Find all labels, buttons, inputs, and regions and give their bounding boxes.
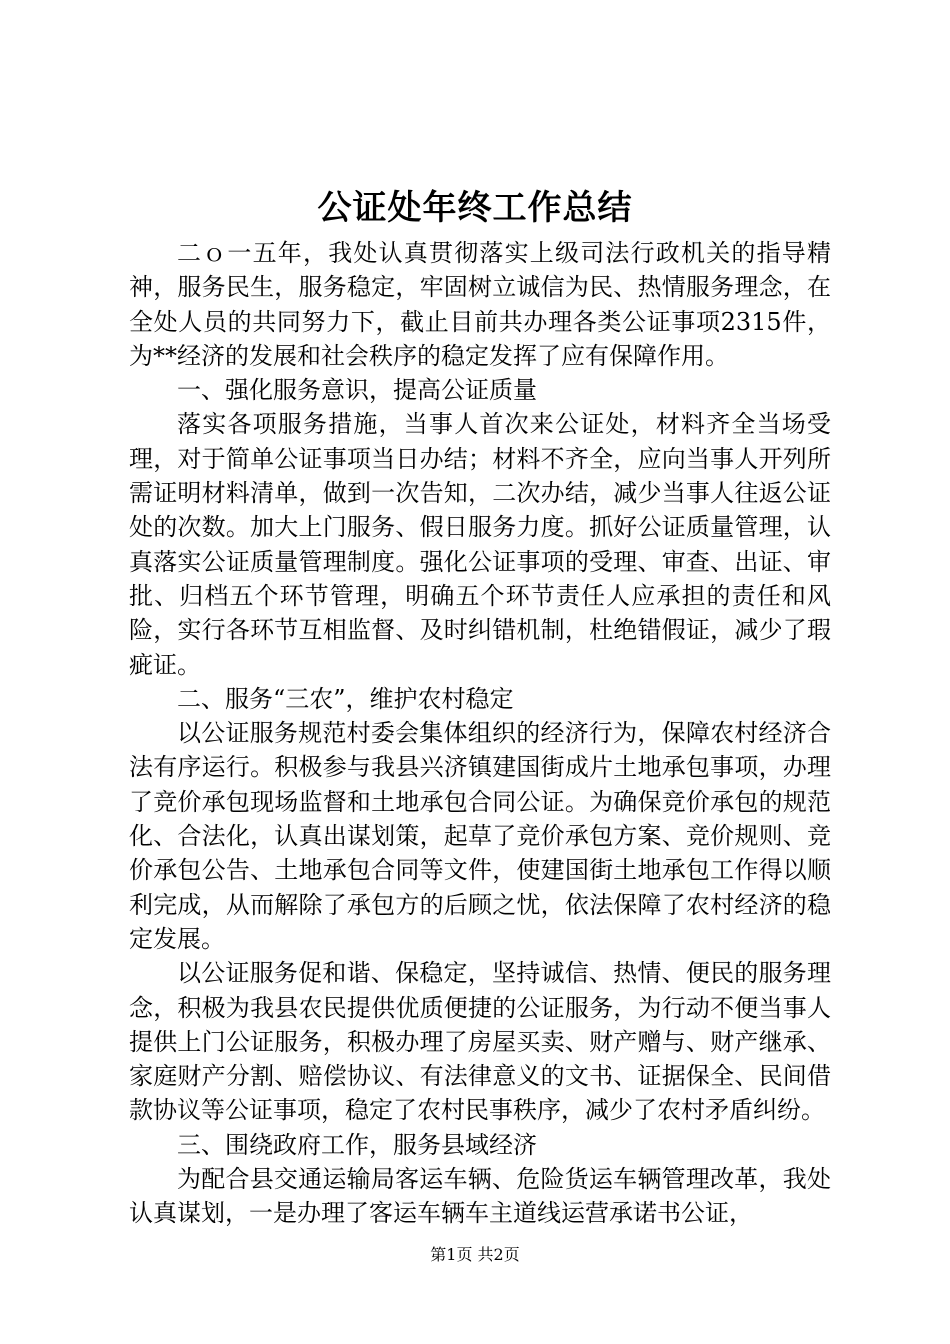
document-body [129,236,831,1231]
paragraph-section-2a: 以公证服务规范村委会集体组织的经济行为，保障农村经济合法有序运行。积极参与我县兴济镇建国街成片土地承包事项，办理了竞价承包现场监督和土地承包合同公证。为确保竞价承包的规范化、合法化，认真出谋划策，起草了竞价承包方案、竞价规则、竞价承包公告、土地承包合同等文件，使建国街土地承包工作得以顺利完成，从而解除了承包方的后顾之忧，依法保障了农村经济的稳定发展。 [129,719,831,953]
page-number-footer: 第1页 共2页 [430,1245,520,1264]
paragraph-intro: 二ｏ一五年，我处认真贯彻落实上级司法行政机关的指导精神，服务民生，服务稳定，牢固树立诚信为民、热情服务理念，在全处人员的共同努力下，截止目前共办理各类公证事项2315件，为**经济的发展和社会秩序的稳定发挥了应有保障作用。 [129,239,831,370]
section-heading-3: 三、围绕政府工作，服务县域经济 [177,1130,537,1159]
section-heading-1: 一、强化服务意识，提高公证质量 [177,376,537,405]
section-heading-2: 二、服务“三农”，维护农村稳定 [177,684,514,713]
document-title: 公证处年终工作总结 [317,188,633,228]
paragraph-section-1: 落实各项服务措施，当事人首次来公证处，材料齐全当场受理，对于简单公证事项当日办结；材料不齐全，应向当事人开列所需证明材料清单，做到一次告知，二次办结，减少当事人往返公证处的次数。加大上门服务、假日服务力度。抓好公证质量管理，认真落实公证质量管理制度。强化公证事项的受理、审查、出证、审批、归档五个环节管理，明确五个环节责任人应承担的责任和风险，实行各环节互相监督、及时纠错机制，杜绝错假证，减少了瑕疵证。 [129,410,831,679]
paragraph-section-3: 为配合县交通运输局客运车辆、危险货运车辆管理改革，我处认真谋划，一是办理了客运车辆车主道线运营承诺书公证， [129,1165,831,1228]
paragraph-section-2b: 以公证服务促和谐、保稳定，坚持诚信、热情、便民的服务理念，积极为我县农民提供优质便捷的公证服务，为行动不便当事人提供上门公证服务，积极办理了房屋买卖、财产赠与、财产继承、家庭财产分割、赔偿协议、有法律意义的文书、证据保全、民间借款协议等公证事项，稳定了农村民事秩序，减少了农村矛盾纠纷。 [129,959,831,1125]
